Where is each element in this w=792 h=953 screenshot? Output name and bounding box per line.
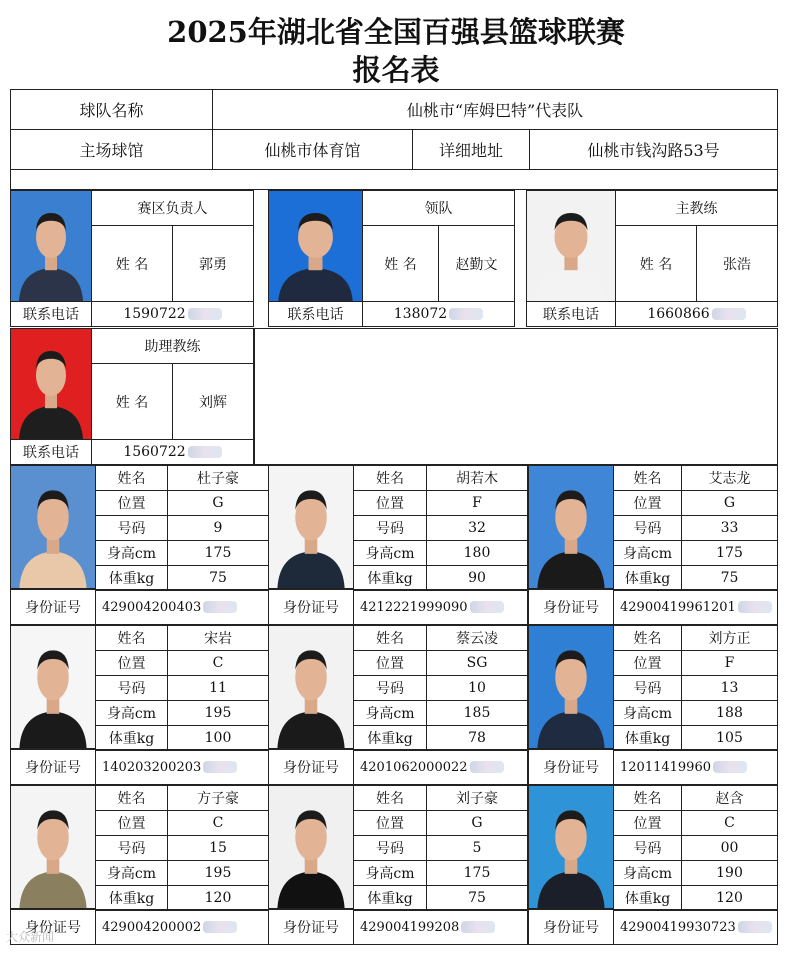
redaction-blur [738,921,772,933]
staff-name-value: 赵勤文 [438,225,515,302]
player-name: 艾志龙 [681,465,778,491]
player-field-label: 身高cm [613,860,682,886]
staff-phone-label: 联系电话 [10,439,92,465]
player-field-label: 身高cm [353,700,427,726]
player-num: 00 [681,835,778,861]
player-id-number: 4212221999090 [360,599,468,615]
player-name: 蔡云凌 [426,625,528,651]
player-field-label: 身高cm [95,860,168,886]
player-photo [10,465,96,589]
player-height: 195 [167,700,269,726]
staff-role: 主教练 [615,190,778,226]
player-field-label: 姓名 [353,465,427,491]
player-id-number: 429004200403 [102,599,202,615]
staff-photo [526,190,616,302]
staff-name-value: 张浩 [696,225,778,302]
staff-phone-number: 1560722 [123,444,186,460]
player-id-value [613,909,778,945]
player-field-label: 体重kg [95,565,168,591]
player-field-label: 姓名 [353,625,427,651]
player-weight: 75 [681,565,778,591]
player-num: 11 [167,675,269,701]
player-weight: 120 [681,885,778,911]
staff-phone-number: 138072 [393,306,448,322]
staff-photo [268,190,363,302]
staff-role: 助理教练 [91,328,254,364]
player-name: 刘子豪 [426,785,528,811]
player-num: 13 [681,675,778,701]
player-field-label: 体重kg [613,885,682,911]
watermark: 大众新闻 [6,930,55,944]
player-height: 190 [681,860,778,886]
player-height: 185 [426,700,528,726]
player-height: 175 [167,540,269,566]
player-field-label: 体重kg [613,725,682,751]
player-weight: 120 [167,885,269,911]
player-num: 10 [426,675,528,701]
player-field-label: 体重kg [353,725,427,751]
staff-phone-label: 联系电话 [526,301,616,327]
player-field-label: 身高cm [353,860,427,886]
player-pos: C [167,650,269,676]
player-num: 33 [681,515,778,541]
staff-phone-value [362,301,515,327]
player-id-value [95,909,269,945]
player-name: 杜子豪 [167,465,269,491]
redaction-blur [449,308,483,320]
player-field-label: 位置 [353,810,427,836]
player-id-label: 身份证号 [10,909,96,945]
player-field-label: 身高cm [353,540,427,566]
player-pos: G [681,490,778,516]
player-weight: 105 [681,725,778,751]
redaction-blur [203,601,237,613]
player-photo [10,785,96,909]
player-pos: C [167,810,269,836]
player-id-number: 42900419930723 [620,919,736,935]
player-height: 180 [426,540,528,566]
player-weight: 78 [426,725,528,751]
staff-phone-number: 1590722 [123,306,186,322]
player-num: 5 [426,835,528,861]
player-photo [268,465,354,589]
player-num: 9 [167,515,269,541]
redaction-blur [713,761,747,773]
venue-label: 主场球馆 [10,129,213,170]
staff-phone-label: 联系电话 [10,301,92,327]
player-photo [528,785,614,909]
team-name-label: 球队名称 [10,89,213,130]
player-field-label: 号码 [95,515,168,541]
player-field-label: 姓名 [613,625,682,651]
player-weight: 90 [426,565,528,591]
player-pos: G [426,810,528,836]
staff-phone-value [615,301,778,327]
staff-name-label: 姓 名 [362,225,439,302]
player-num: 15 [167,835,269,861]
player-field-label: 位置 [613,810,682,836]
player-field-label: 体重kg [353,565,427,591]
player-id-label: 身份证号 [528,909,614,945]
player-name: 胡若木 [426,465,528,491]
player-pos: SG [426,650,528,676]
player-height: 175 [681,540,778,566]
player-id-number: 4201062000022 [360,759,468,775]
player-field-label: 号码 [353,835,427,861]
player-photo [528,465,614,589]
player-field-label: 身高cm [613,700,682,726]
player-id-label: 身份证号 [268,909,354,945]
player-id-number: 42900419961201 [620,599,736,615]
player-field-label: 号码 [353,675,427,701]
player-field-label: 身高cm [95,540,168,566]
player-field-label: 位置 [613,490,682,516]
player-field-label: 号码 [95,675,168,701]
redaction-blur [712,308,746,320]
staff-role: 赛区负责人 [91,190,254,226]
player-num: 32 [426,515,528,541]
venue-value: 仙桃市体育馆 [212,129,413,170]
redaction-blur [203,761,237,773]
player-field-label: 身高cm [613,540,682,566]
player-field-label: 姓名 [95,785,168,811]
player-name: 刘方正 [681,625,778,651]
staff-phone-number: 1660866 [647,306,710,322]
redaction-blur [203,921,237,933]
player-weight: 75 [167,565,269,591]
player-field-label: 姓名 [95,465,168,491]
team-name-value: 仙桃市“库姆巴特”代表队 [212,89,778,130]
player-field-label: 位置 [353,490,427,516]
player-field-label: 号码 [613,675,682,701]
player-weight: 75 [426,885,528,911]
player-height: 188 [681,700,778,726]
player-photo [528,625,614,749]
player-id-label: 身份证号 [268,749,354,785]
staff-photo [10,190,92,302]
player-id-number: 140203200203 [102,759,202,775]
staff-name-label: 姓 名 [91,225,173,302]
player-id-label: 身份证号 [528,749,614,785]
player-field-label: 姓名 [613,785,682,811]
player-field-label: 号码 [353,515,427,541]
player-name: 方子豪 [167,785,269,811]
player-field-label: 体重kg [613,565,682,591]
redaction-blur [461,921,495,933]
player-field-label: 位置 [95,650,168,676]
player-name: 赵含 [681,785,778,811]
player-field-label: 体重kg [95,885,168,911]
player-photo [268,785,354,909]
staff-name-label: 姓 名 [91,363,173,440]
player-field-label: 号码 [613,835,682,861]
player-id-number: 429004199208 [360,919,460,935]
player-field-label: 体重kg [353,885,427,911]
player-pos: G [167,490,269,516]
redaction-blur [470,761,504,773]
staff-name-label: 姓 名 [615,225,697,302]
player-name: 宋岩 [167,625,269,651]
player-id-value [95,749,269,785]
player-id-label: 身份证号 [10,589,96,625]
player-id-value [613,589,778,625]
staff-name-value: 郭勇 [172,225,254,302]
player-id-label: 身份证号 [528,589,614,625]
player-id-label: 身份证号 [10,749,96,785]
staff-name-value: 刘辉 [172,363,254,440]
staff-phone-value [91,439,254,465]
redaction-blur [470,601,504,613]
player-photo [268,625,354,749]
player-field-label: 体重kg [95,725,168,751]
player-id-number: 12011419960 [620,759,711,775]
page-title: 2025年湖北省全国百强县篮球联赛 [167,15,625,49]
player-photo [10,625,96,749]
staff-role: 领队 [362,190,515,226]
player-pos: F [681,650,778,676]
player-height: 195 [167,860,269,886]
address-value: 仙桃市钱沟路53号 [529,129,778,170]
player-id-value [353,589,528,625]
player-pos: F [426,490,528,516]
player-height: 175 [426,860,528,886]
player-field-label: 姓名 [353,785,427,811]
player-field-label: 身高cm [95,700,168,726]
staff-phone-label: 联系电话 [268,301,363,327]
page-subtitle: 报名表 [352,53,440,87]
player-field-label: 位置 [353,650,427,676]
player-id-number: 429004200002 [102,919,202,935]
redaction-blur [188,308,222,320]
redaction-blur [738,601,772,613]
spacer-row [10,169,778,190]
player-field-label: 号码 [95,835,168,861]
player-field-label: 姓名 [95,625,168,651]
player-id-value [613,749,778,785]
player-field-label: 位置 [95,810,168,836]
player-id-label: 身份证号 [268,589,354,625]
player-pos: C [681,810,778,836]
player-field-label: 位置 [95,490,168,516]
player-weight: 100 [167,725,269,751]
empty-area [254,328,778,465]
player-id-value [95,589,269,625]
staff-phone-value [91,301,254,327]
address-label: 详细地址 [412,129,530,170]
player-id-value [353,749,528,785]
player-field-label: 号码 [613,515,682,541]
staff-photo [10,328,92,440]
redaction-blur [188,446,222,458]
player-field-label: 位置 [613,650,682,676]
player-field-label: 姓名 [613,465,682,491]
player-id-value [353,909,528,945]
